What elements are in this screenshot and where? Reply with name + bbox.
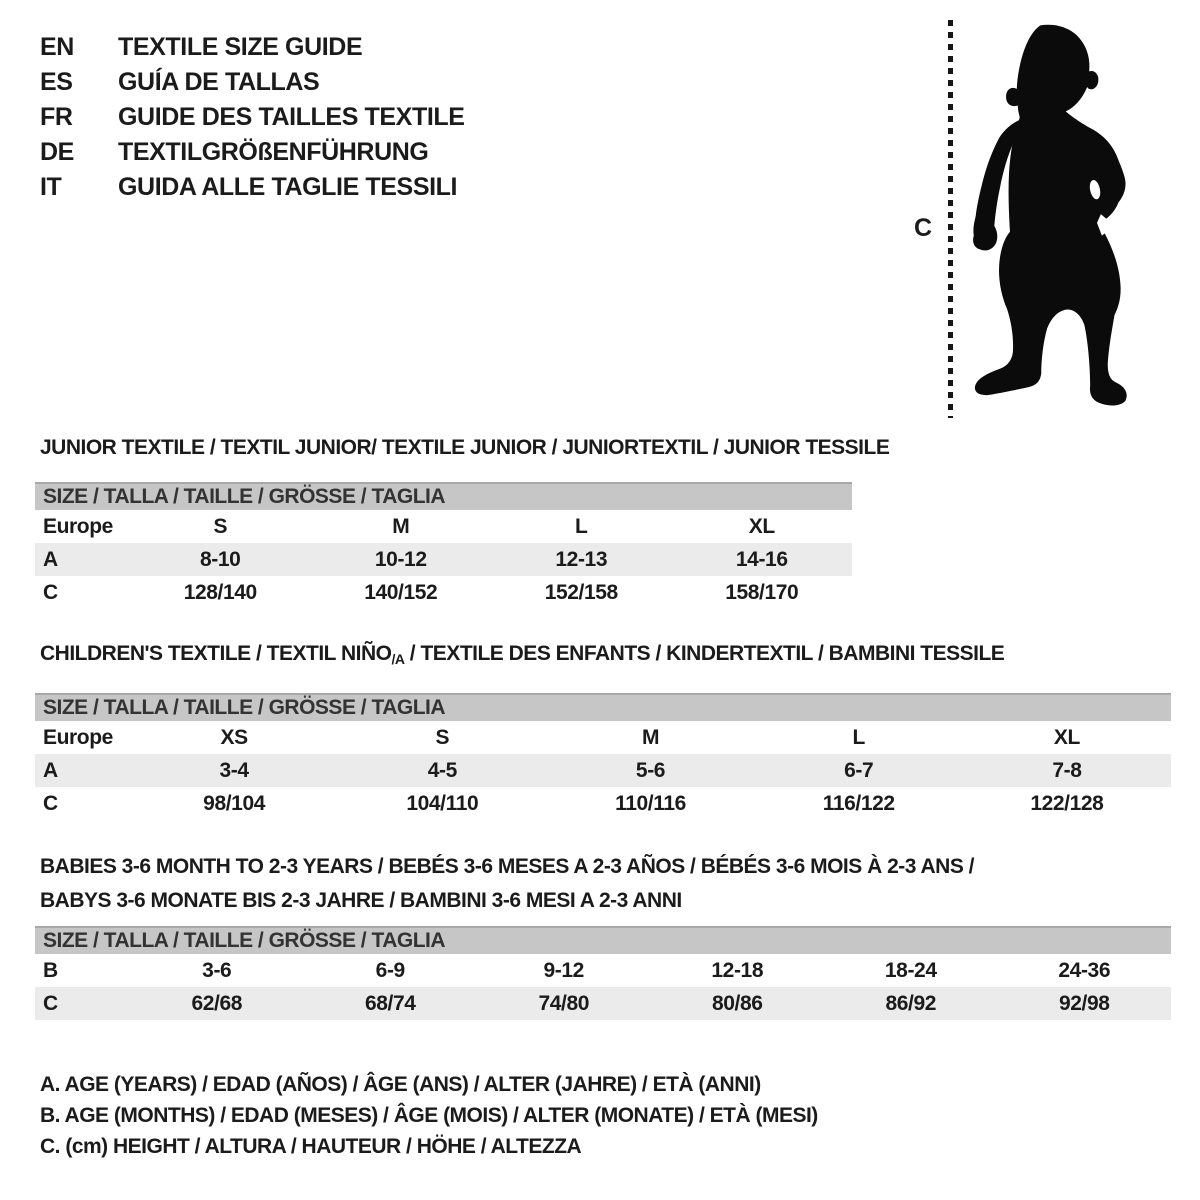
size-cell: M — [641, 725, 660, 749]
legend-line-c: C. (cm) HEIGHT / ALTURA / HAUTEUR / HÖHE / ALTEZZA — [40, 1135, 582, 1158]
height-cell: 92/98 — [1058, 991, 1110, 1015]
measurement-legend — [40, 1069, 818, 1162]
table-row-age — [35, 754, 1171, 787]
height-cell: 80/86 — [711, 991, 763, 1015]
size-cell: S — [435, 725, 450, 749]
size-cell: L — [575, 514, 588, 538]
age-cell: 10-12 — [374, 547, 427, 571]
lang-code: ES — [40, 68, 73, 96]
row-label: C — [43, 791, 58, 815]
size-cell: M — [392, 514, 410, 538]
age-cell: 9-12 — [543, 958, 584, 982]
age-cell: 24-36 — [1058, 958, 1111, 982]
lang-code: EN — [40, 33, 74, 61]
age-cell: 6-7 — [844, 758, 874, 782]
lang-code: FR — [40, 103, 73, 131]
age-cell: 3-6 — [202, 958, 232, 982]
lang-row-de — [40, 135, 465, 170]
size-cell: XL — [1053, 725, 1080, 749]
age-cell: 18-24 — [884, 958, 937, 982]
height-cell: 128/140 — [183, 580, 257, 604]
lang-row-es — [40, 65, 465, 100]
height-cell: 68/74 — [364, 991, 416, 1015]
language-title-block — [40, 30, 465, 205]
size-cell: L — [852, 725, 865, 749]
height-dashed-line — [948, 20, 953, 418]
lang-row-en — [40, 30, 465, 65]
table-row-europe — [35, 510, 852, 543]
legend-line-a: A. AGE (YEARS) / EDAD (AÑOS) / ÂGE (ANS) / ALTER (JAHRE) / ETÀ (ANNI) — [40, 1073, 761, 1096]
table-row-height — [35, 787, 1171, 820]
lang-title: GUIDE DES TAILLES TEXTILE — [118, 103, 465, 131]
row-label: A — [43, 758, 58, 782]
children-section-title — [35, 642, 1171, 671]
height-cell: 104/110 — [406, 791, 479, 815]
junior-size-header: SIZE / TALLA / TAILLE / GRÖSSE / TAGLIA — [35, 482, 852, 510]
babies-title-line2: BABYS 3-6 MONATE BIS 2-3 JAHRE / BAMBINI 3-6 MESI A 2-3 ANNI — [40, 889, 682, 912]
size-cell: XS — [220, 725, 248, 749]
toddler-silhouette-icon — [964, 17, 1140, 419]
children-size-header: SIZE / TALLA / TAILLE / GRÖSSE / TAGLIA — [35, 693, 1171, 721]
lang-title: TEXTILE SIZE GUIDE — [118, 33, 363, 61]
babies-textile-section — [35, 850, 1171, 1020]
table-row-age-months — [35, 954, 1171, 987]
legend-line-b: B. AGE (MONTHS) / EDAD (MESES) / ÂGE (MOIS) / ALTER (MONATE) / ETÀ (MESI) — [40, 1104, 818, 1127]
lang-code: DE — [40, 138, 74, 166]
age-cell: 14-16 — [735, 547, 788, 571]
height-cell: 110/116 — [615, 791, 686, 815]
age-cell: 6-9 — [375, 958, 405, 982]
lang-title: GUIDA ALLE TAGLIE TESSILI — [118, 173, 458, 201]
row-label: C — [43, 580, 58, 604]
babies-size-header: SIZE / TALLA / TAILLE / GRÖSSE / TAGLIA — [35, 926, 1171, 954]
age-cell: 7-8 — [1052, 758, 1082, 782]
junior-textile-section — [35, 436, 890, 609]
height-cell: 158/170 — [725, 580, 799, 604]
age-cell: 8-10 — [200, 547, 241, 571]
height-cell: 98/104 — [203, 791, 266, 815]
lang-row-it — [40, 170, 465, 205]
children-textile-section — [35, 642, 1171, 820]
junior-section-title: JUNIOR TEXTILE / TEXTIL JUNIOR/ TEXTILE JUNIOR / JUNIORTEXTIL / JUNIOR TESSILE — [40, 436, 890, 459]
height-cell: 140/152 — [364, 580, 438, 604]
children-title-prefix: CHILDREN'S TEXTILE / TEXTIL NIÑO — [40, 642, 392, 665]
babies-title-line1: BABIES 3-6 MONTH TO 2-3 YEARS / BEBÉS 3-6 MESES A 2-3 AÑOS / BÉBÉS 3-6 MOIS À 2-3 ANS / — [40, 855, 975, 878]
size-cell: XL — [748, 514, 775, 538]
table-row-height — [35, 576, 852, 609]
table-row-age — [35, 543, 852, 576]
height-cell: 74/80 — [538, 991, 590, 1015]
age-cell: 4-5 — [427, 758, 457, 782]
lang-row-fr — [40, 100, 465, 135]
height-cell: 122/128 — [1030, 791, 1104, 815]
table-row-europe — [35, 721, 1171, 754]
lang-title: TEXTILGRÖßENFÜHRUNG — [118, 138, 429, 166]
lang-title: GUÍA DE TALLAS — [118, 68, 320, 96]
height-measure-label: C — [914, 214, 933, 242]
row-label: C — [43, 991, 58, 1015]
row-label: Europe — [43, 514, 113, 538]
row-label: Europe — [43, 725, 113, 749]
height-cell: 86/92 — [885, 991, 937, 1015]
height-cell: 152/158 — [544, 580, 618, 604]
children-title-subscript: /A — [391, 651, 405, 667]
age-cell: 5-6 — [635, 758, 666, 782]
height-cell: 62/68 — [191, 991, 243, 1015]
height-cell: 116/122 — [822, 791, 895, 815]
babies-section-title — [35, 850, 1171, 918]
age-cell: 12-18 — [711, 958, 764, 982]
table-row-height — [35, 987, 1171, 1020]
size-cell: S — [213, 514, 228, 538]
row-label: A — [43, 547, 58, 571]
lang-code: IT — [40, 173, 62, 201]
age-cell: 12-13 — [555, 547, 608, 571]
row-label: B — [43, 958, 58, 982]
children-title-suffix: / TEXTILE DES ENFANTS / KINDERTEXTIL / BAMBINI TESSILE — [404, 642, 1005, 665]
age-cell: 3-4 — [219, 758, 249, 782]
